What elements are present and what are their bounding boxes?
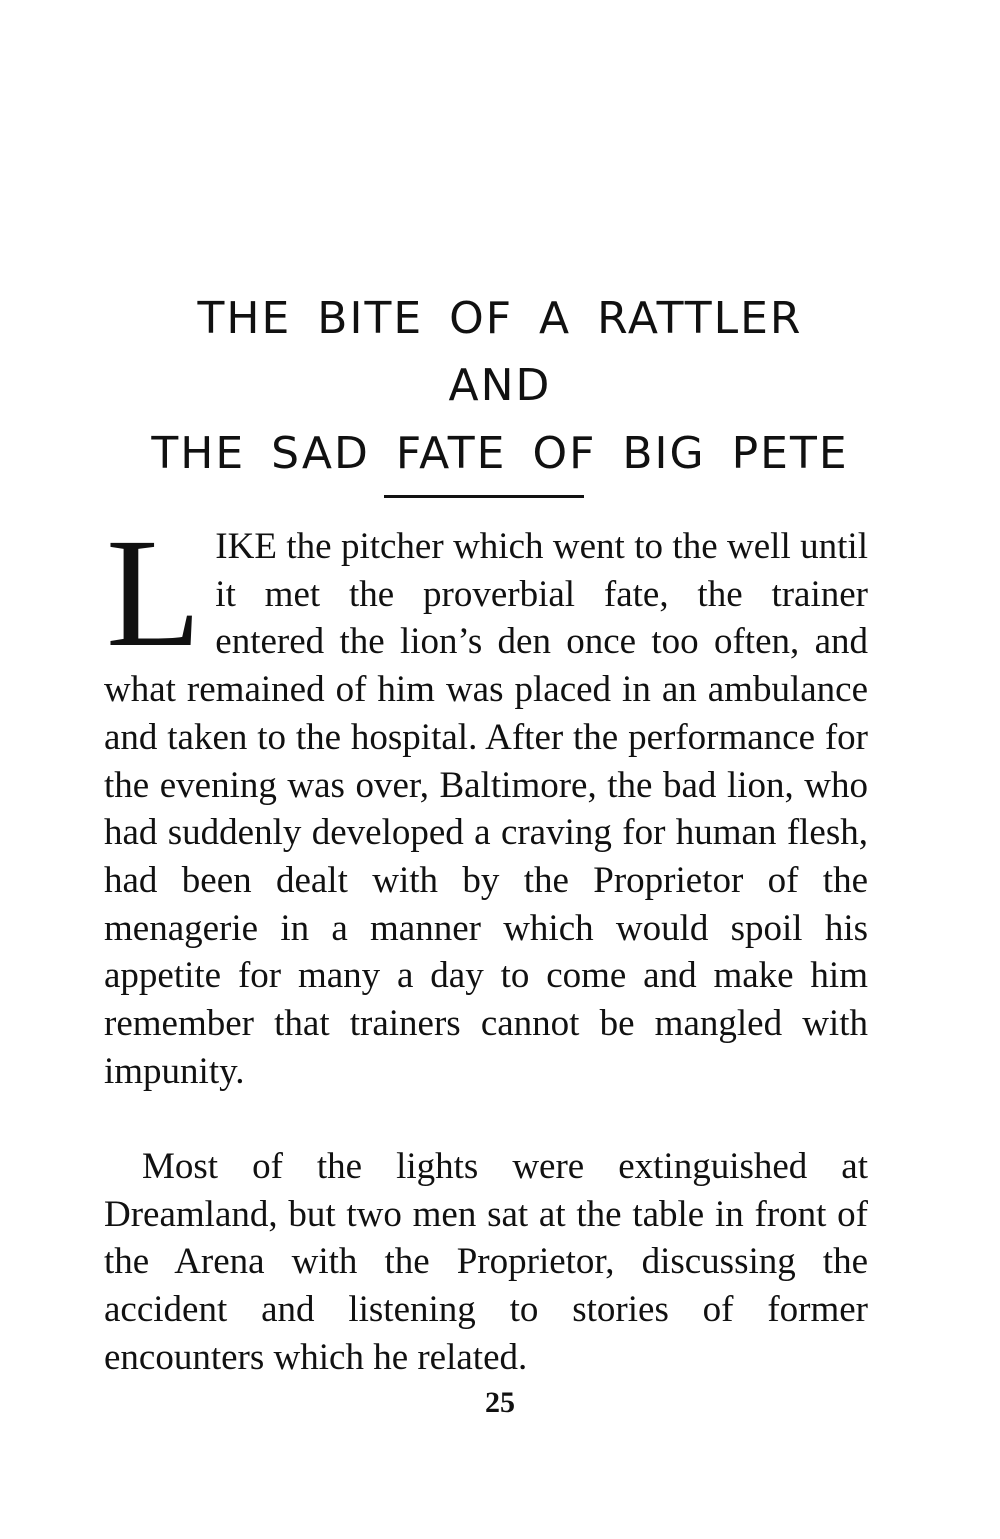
paragraph-1-text: IKE the pitcher which went to the well until it met the proverbial fate, the trainer entered the lion’s den once too often, and what remained of him was placed in an ambulance and taken to the hospital. After the performance for the evening was over, Baltimore, the bad lion, who had suddenly developed a craving for human flesh, had been dealt with by the Proprietor of the menagerie in a manner which would spoil his appetite for many a day to come and make him remember that trainers cannot be mangled with impunity. <box>104 526 868 1092</box>
paragraph-2: Most of the lights were extinguished at Dreamland, but two men sat at the table in front of the Arena with the Proprietor, discussing the accident and listening to stories of former encounters which he related. <box>104 1146 868 1378</box>
chapter-title-line-1: THE BITE OF A RATTLER <box>197 293 803 344</box>
drop-cap-letter: L <box>106 506 202 679</box>
chapter-title-line-2: AND <box>448 360 552 411</box>
chapter-title-line-3: THE SAD FATE OF BIG PETE <box>151 428 849 479</box>
paragraph-1 <box>104 506 868 1095</box>
page-number: 25 <box>485 1386 515 1419</box>
title-divider <box>384 495 584 498</box>
